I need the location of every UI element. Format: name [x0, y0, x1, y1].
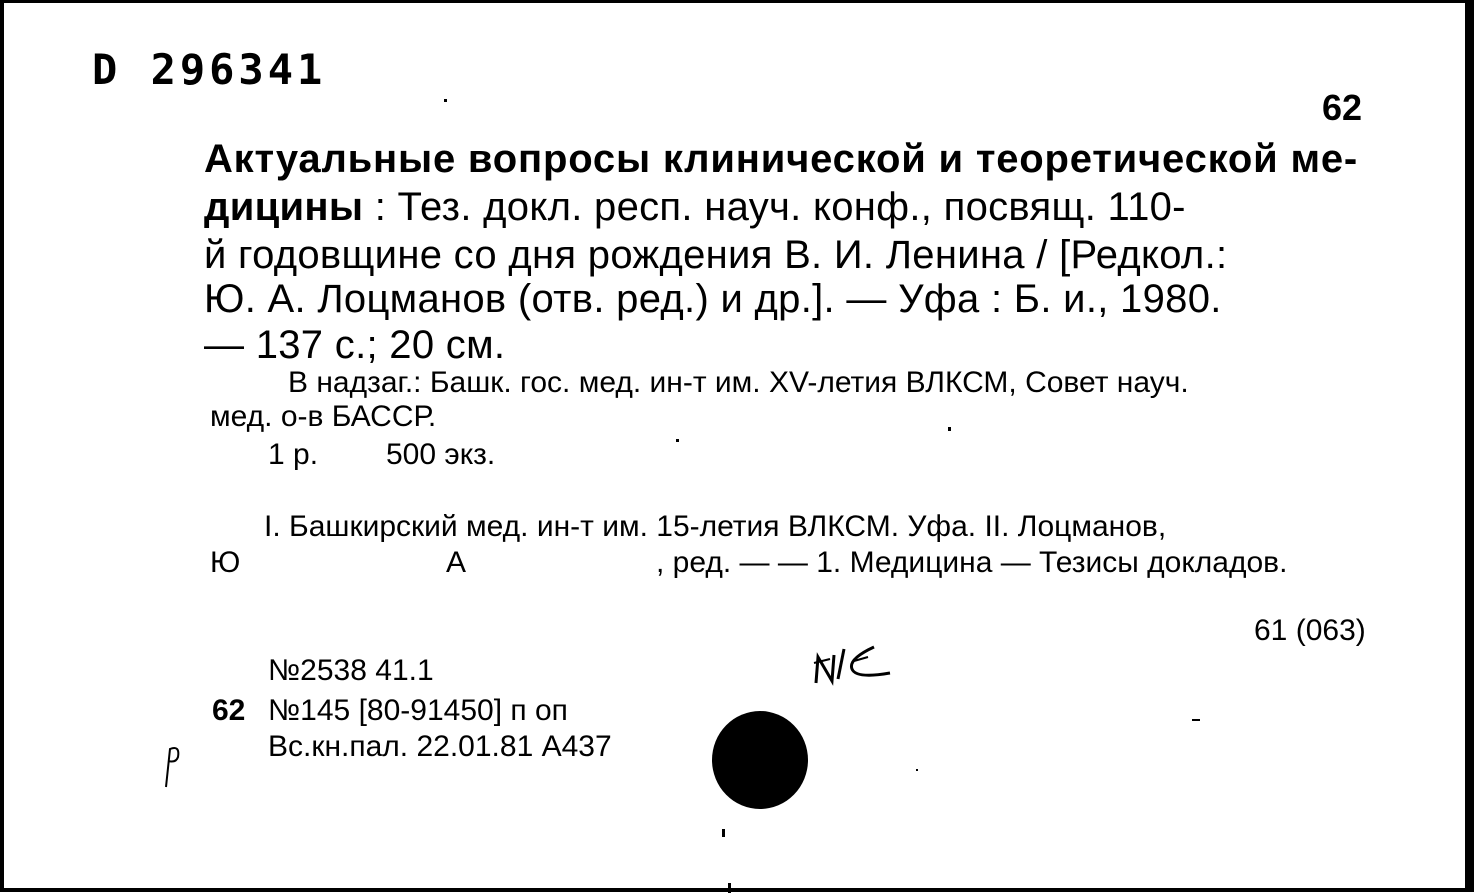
record-line-1: №2538 41.1 [268, 654, 434, 687]
speck [676, 439, 679, 442]
title-rest-part: : Тез. докл. респ. науч. конф., посвящ. 110- [363, 185, 1186, 229]
handwritten-p-icon [158, 741, 188, 791]
body-line-4: Ю. А. Лоцманов (отв. ред.) и др.]. — Уфа : Б. и., 1980. [204, 277, 1222, 321]
record-line-2: №145 [80-91450] п оп [268, 694, 568, 727]
price: 1 р. [268, 438, 319, 471]
record-line-3: Вс.кн.пал. 22.01.81 А437 [268, 730, 612, 763]
speck [916, 769, 918, 771]
record-line-2-prefix: 62 [212, 694, 246, 727]
note-line-1: В надзаг.: Башк. гос. мед. ин-т им. XV-летия ВЛКСМ, Совет науч. [288, 366, 1189, 399]
title-line-2 [204, 183, 1186, 231]
punch-hole [712, 711, 808, 809]
speck [948, 427, 951, 431]
page-number: 62 [1322, 87, 1363, 128]
title-line-1: Актуальные вопросы клинической и теоретической ме- [204, 137, 1359, 181]
speck [722, 829, 725, 837]
speck [444, 99, 447, 102]
tracing-line-2b: А [446, 546, 467, 579]
note-line-2: мед. о-в БАССР. [210, 400, 437, 433]
title-bold-part: дицины [204, 185, 364, 229]
body-line-5: — 137 с.; 20 см. [204, 323, 506, 367]
classification: 61 (063) [1254, 614, 1366, 647]
tracing-line-1: I. Башкирский мед. ин-т им. 15-летия ВЛКСМ. Уфа. II. Лоцманов, [264, 510, 1167, 543]
tracing-line-2c: , ред. — — 1. Медицина — Тезисы докладов. [656, 546, 1288, 579]
handwritten-mark-icon [808, 639, 898, 695]
call-number: D 296341 [92, 45, 327, 94]
copies: 500 экз. [386, 438, 496, 471]
speck [1192, 719, 1200, 721]
tracing-line-2a: Ю [210, 546, 241, 579]
body-line-3: й годовщине со дня рождения В. И. Ленина / [Редкол.: [204, 233, 1228, 277]
